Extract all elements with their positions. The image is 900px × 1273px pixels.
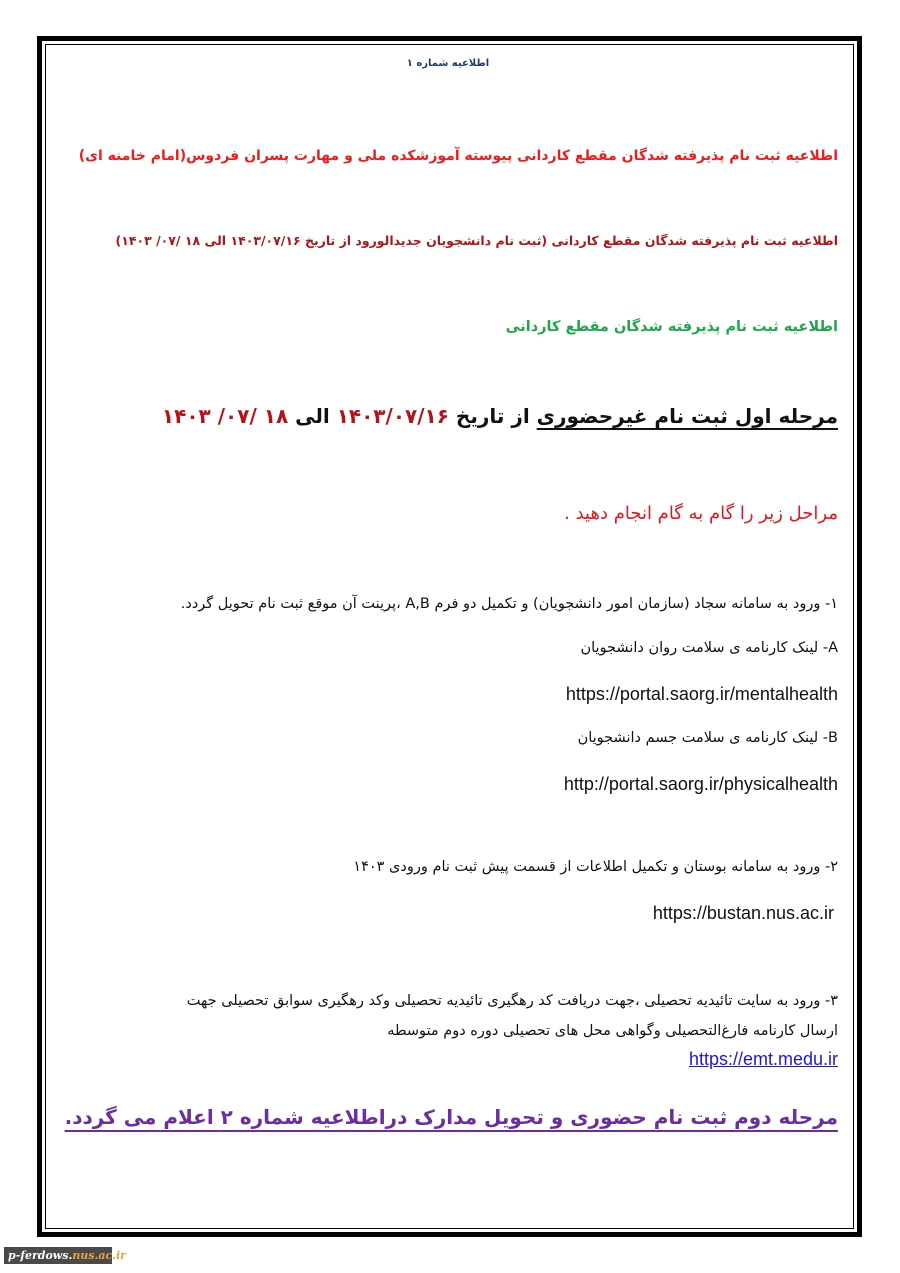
stage2-notice: مرحله دوم ثبت نام حضوری و تحویل مدارک دراطلاعیه شماره ۲ اعلام می گردد. xyxy=(64,1105,838,1129)
steps-intro: مراحل زیر را گام به گام انجام دهید . xyxy=(564,503,838,524)
announcement-title: اطلاعیه شماره ۱ xyxy=(406,58,490,69)
step1-text: ۱- ورود به سامانه سجاد (سازمان امور دانشجویان) و تکمیل دو فرم A,B ،پرینت آن موقع ثبت نام تحویل گردد. xyxy=(180,596,838,612)
stage1-from: از تاریخ xyxy=(448,404,537,428)
step3-line1: ۳- ورود به سایت تائیدیه تحصیلی ،جهت دریافت کد رهگیری تائیدیه تحصیلی وکد رهگیری سوابق تحصیلی جهت xyxy=(186,993,838,1009)
stage1-date-end: ۱۸ /۰۷/ ۱۴۰۳ xyxy=(161,404,289,428)
link-emt-medu[interactable]: https://emt.medu.ir xyxy=(688,1049,838,1069)
link-bustan[interactable]: https://bustan.nus.ac.ir xyxy=(652,903,834,923)
stage1-to: الی xyxy=(288,404,337,428)
headline-green: اطلاعیه ثبت نام پذیرفته شدگان مقطع کاردانی xyxy=(505,319,838,335)
site-watermark xyxy=(4,1247,126,1264)
headline-red: اطلاعیه ثبت نام پذیرفته شدگان مقطع کاردانی پیوسته آموزشکده ملی و مهارت پسران فردوس(امام خامنه ای) xyxy=(78,148,838,164)
step3-line2: ارسال کارنامه فارغ‌التحصیلی وگواهی محل های تحصیلی دوره دوم متوسطه xyxy=(387,1023,838,1039)
stage1-heading xyxy=(162,404,838,428)
step1-item-a: A- لینک کارنامه ی سلامت روان دانشجویان xyxy=(580,640,838,656)
step1-item-b: B- لینک کارنامه ی سلامت جسم دانشجویان xyxy=(577,730,838,746)
link-physicalhealth[interactable]: http://portal.saorg.ir/physicalhealth xyxy=(563,774,838,794)
headline-registration-dates: اطلاعیه ثبت نام پذیرفته شدگان مقطع کاردانی (ثبت نام دانشجویان جدیدالورود از تاریخ ۱۴۰۳/۰۷/۱۶ الی ۱۸ /۰۷/ ۱۴۰۳) xyxy=(115,233,838,248)
announcement-document xyxy=(58,40,838,1230)
link-mentalhealth[interactable]: https://portal.saorg.ir/mentalhealth xyxy=(565,684,838,704)
watermark-domain: nus.ac.ir xyxy=(72,1249,126,1262)
step2-text: ۲- ورود به سامانه بوستان و تکمیل اطلاعات از قسمت پیش ثبت نام ورودی ۱۴۰۳ xyxy=(353,859,838,875)
watermark-host: p-ferdows. xyxy=(8,1249,73,1262)
stage1-date-start: ۱۴۰۳/۰۷/۱۶ xyxy=(336,404,449,428)
stage1-label: مرحله اول ثبت نام غیرحضوری xyxy=(536,404,838,428)
